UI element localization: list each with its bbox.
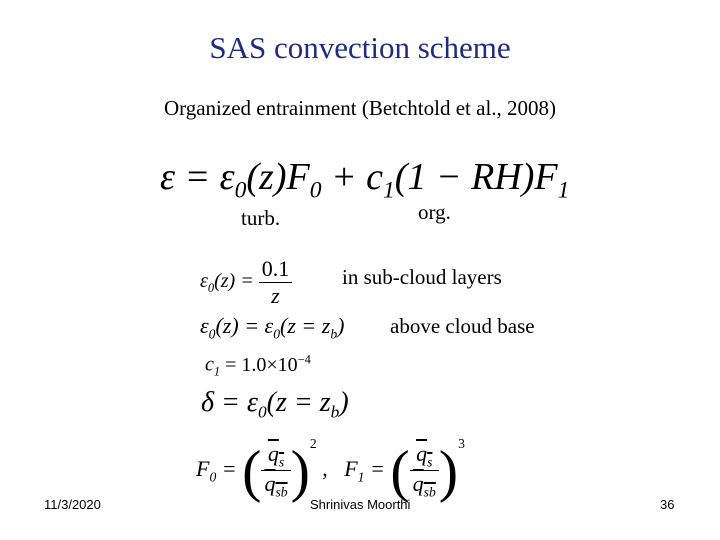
slide-title: SAS convection scheme (209, 30, 511, 65)
label-above-base: above cloud base (390, 314, 535, 338)
main-equation: $\varepsilon = \varepsilon_0(z)F_0 + c_1(1 - RH)F_1$ (160, 156, 570, 204)
equation-c1: $c_1 = 1.0\times 10^{-4}$ (205, 352, 311, 379)
footer-author: Shrinivas Moorthi (310, 497, 411, 512)
equation-F: $F_0$ = ( $\frac{q_s}{q_{sb}}$ )$^2$ , $F_1$ = ( $\frac{q_s}{q_{sb}}$ )$^3$ (196, 436, 465, 504)
label-org: org. (418, 200, 451, 224)
equation-delta: $\delta = \varepsilon_0(z = z_b)$ (201, 387, 349, 422)
equation-above-base: $\varepsilon_0(z) = \varepsilon_0(z = z_b)$ (200, 313, 345, 342)
footer-page-number: 36 (660, 497, 675, 512)
footer-date: 11/3/2020 (44, 497, 101, 512)
slide-subtitle: Organized entrainment (Betchtold et al., 2008) (163, 96, 557, 120)
label-sub-cloud: in sub-cloud layers (342, 265, 502, 289)
equation-sub-cloud: $\varepsilon_0(z)$ = $\frac{0.1}{z}$ (200, 256, 292, 309)
label-turb: turb. (241, 206, 281, 230)
